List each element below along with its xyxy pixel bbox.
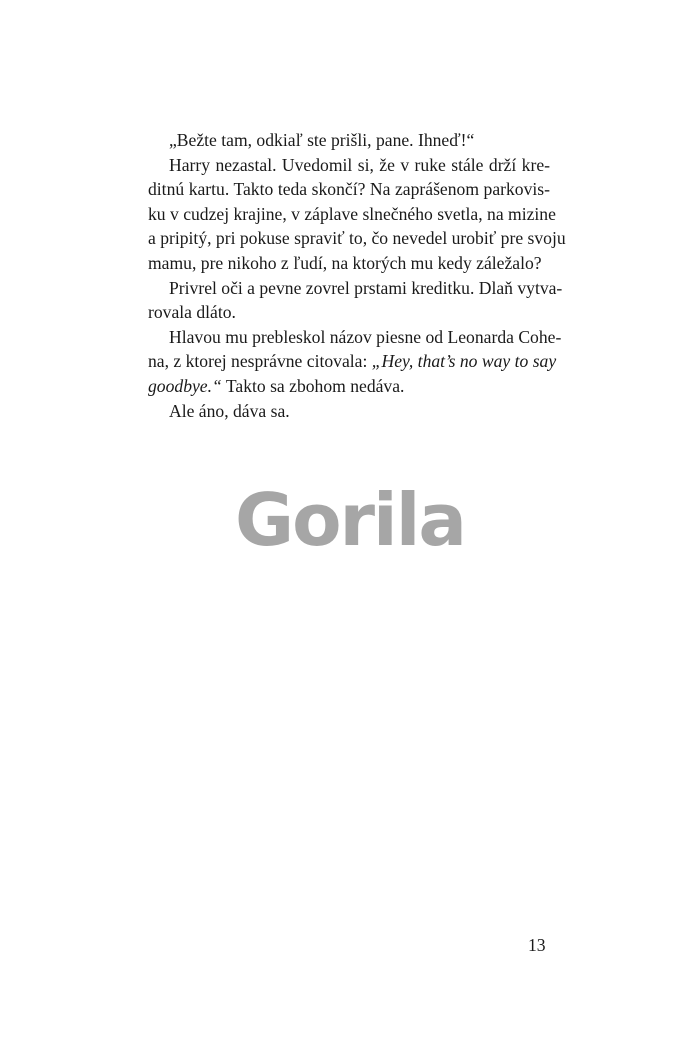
text-line: Ale áno, dáva sa. — [169, 400, 290, 421]
gorila-watermark-logo: Gorila — [234, 478, 465, 562]
text-line: a pripitý, pri pokuse spraviť to, čo nevedel urobiť pre svoju — [148, 228, 566, 249]
text-line: Harry nezastal. Uvedomil si, že v ruke stále drží kre- — [169, 154, 550, 175]
text-segment: Takto sa zbohom nedáva. — [221, 375, 405, 396]
text-line: Hlavou mu prebleskol názov piesne od Leonarda Cohe- — [169, 326, 562, 347]
italic-quote: „Hey, that’s no way to say — [371, 351, 557, 372]
text-segment: na, z ktorej nesprávne citovala: — [148, 351, 372, 372]
page-body-text — [148, 128, 566, 423]
text-line-mixed — [148, 374, 550, 399]
italic-quote: goodbye.“ — [148, 375, 222, 396]
text-line: ditnú kartu. Takto teda skončí? Na zaprášenom parkovis- — [148, 179, 550, 200]
text-line: rovala dláto. — [148, 302, 236, 323]
text-line: Privrel oči a pevne zovrel prstami kreditku. Dlaň vytva- — [169, 277, 563, 298]
text-line-mixed — [148, 349, 557, 374]
text-line: „Bežte tam, odkiaľ ste prišli, pane. Ihneď!“ — [169, 130, 475, 150]
text-line: mamu, pre nikoho z ľudí, na ktorých mu kedy záležalo? — [148, 252, 542, 273]
page-number: 13 — [528, 935, 546, 955]
text-line: ku v cudzej krajine, v záplave slnečného svetla, na mizine — [148, 203, 556, 224]
